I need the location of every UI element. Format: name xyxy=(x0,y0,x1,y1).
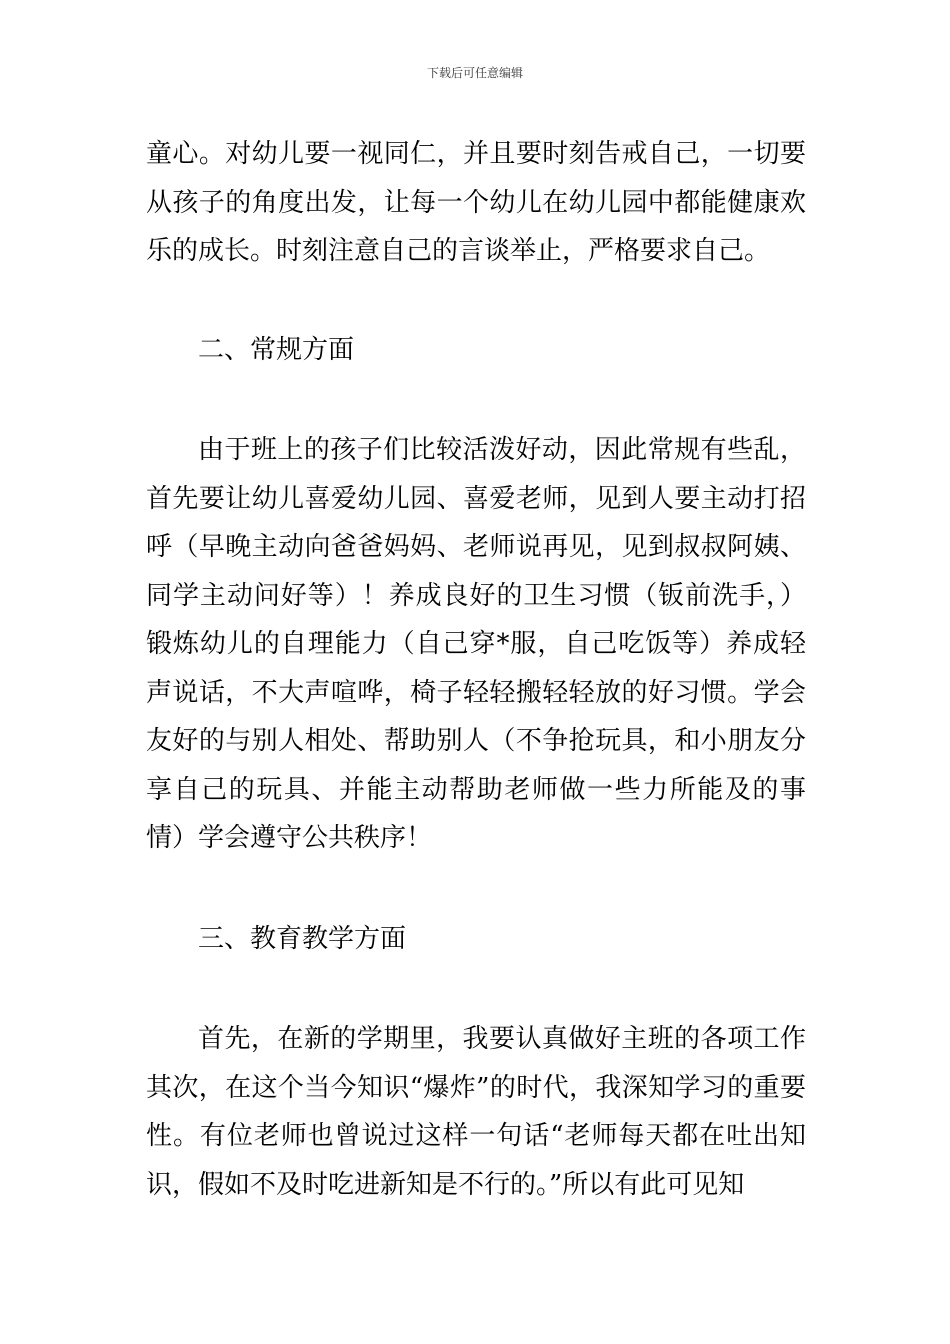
page-header: 下载后可任意编辑 xyxy=(426,66,523,80)
paragraph-gap xyxy=(146,863,806,915)
paragraph-gap xyxy=(146,276,806,326)
paragraph-continued: 童心。对幼儿要一视同仁，并且要时刻告戒自己，一切要从孩子的角度出发，让每一个幼儿在幼儿园中都能健康欢乐的成长。时刻注意自己的言谈举止，严格要求自己。 xyxy=(146,139,806,266)
section-heading-routine: 二、常规方面 xyxy=(198,334,355,365)
paragraph-teaching: 首先，在新的学期里，我要认真做好主班的各项工作其次，在这个当今知识“爆炸”的时代，我深知学习的重要性。有位老师也曾说过这样一句话“老师每天都在吐出知识，假如不及时吃进新知是不行的。”所以有此可见知 xyxy=(146,1024,806,1200)
document-body xyxy=(146,130,806,1209)
paragraph-routine: 由于班上的孩子们比较活泼好动，因此常规有些乱，首先要让幼儿喜爱幼儿园、喜爱老师，见到人要主动打招呼（早晚主动向爸爸妈妈、老师说再见，见到叔叔阿姨、同学主动问好等）！养成良好的卫生习惯（钣前洗手，）锻炼幼儿的自理能力（自己穿*服，自己吃饭等）养成轻声说话，不大声喧哗，椅子轻轻搬轻轻放的好习惯。学会友好的与别人相处、帮助别人（不争抢玩具，和小朋友分享自己的玩具、并能主动帮助老师做一些力所能及的事情）学会遵守公共秩序！ xyxy=(146,435,806,853)
paragraph-gap xyxy=(146,374,806,426)
section-heading-teaching: 三、教育教学方面 xyxy=(198,923,407,954)
paragraph-gap xyxy=(146,963,806,1015)
